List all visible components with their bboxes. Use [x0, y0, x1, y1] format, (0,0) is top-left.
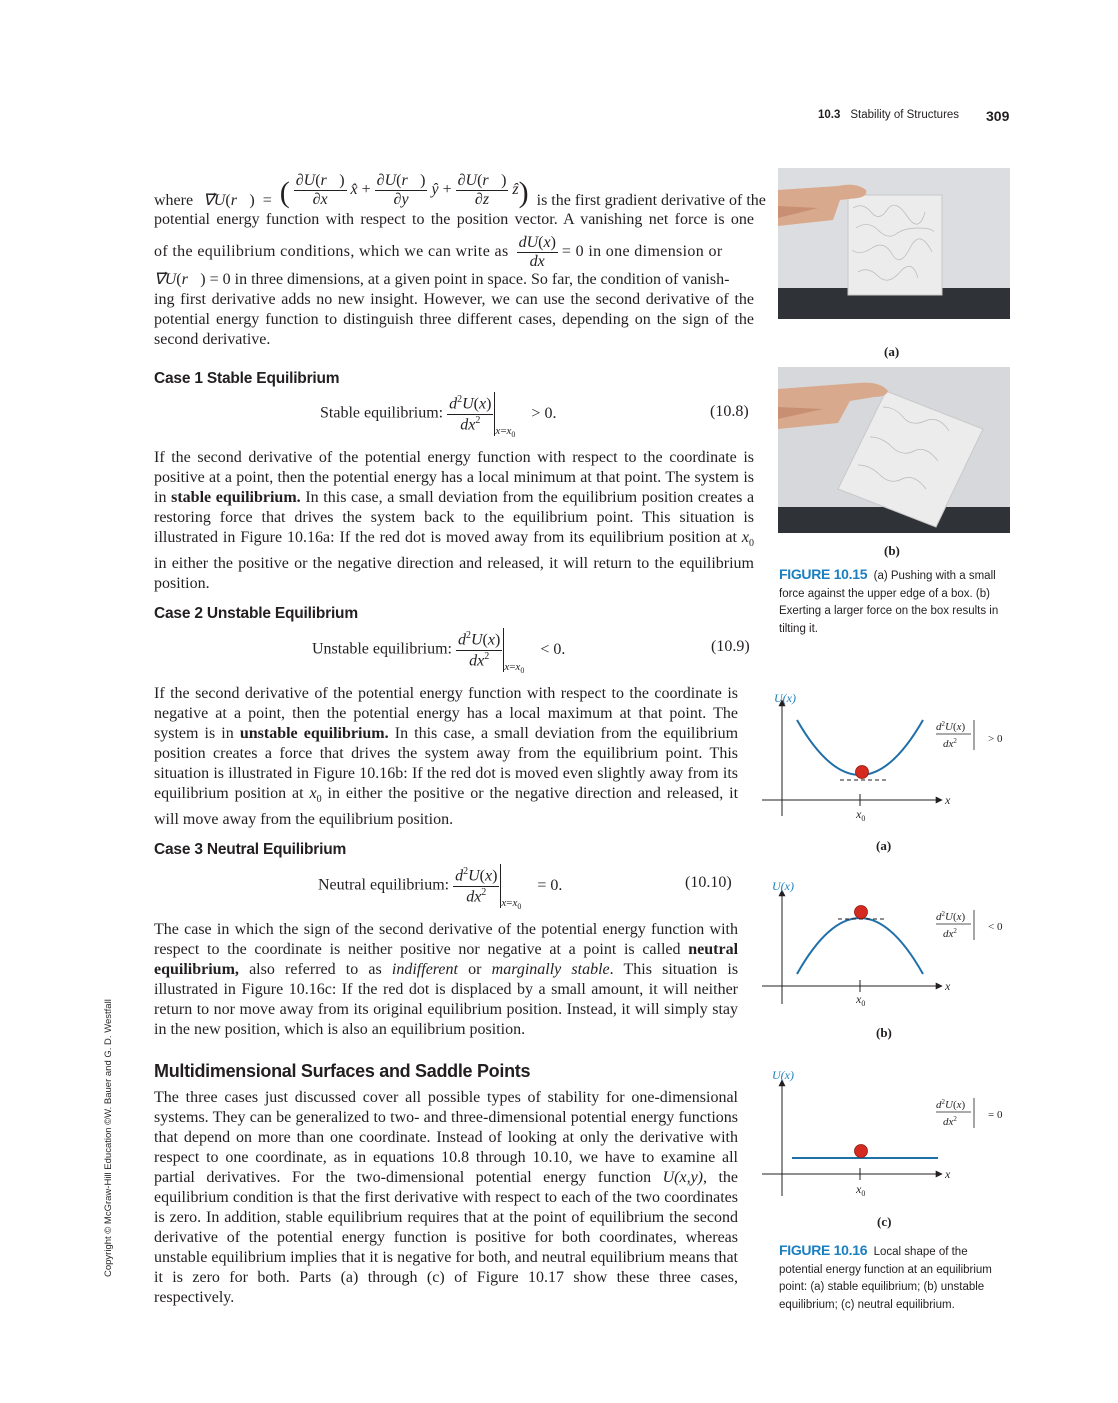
case3-italic-1: indifferent — [391, 961, 458, 978]
case1-bold-term: stable equilibrium. — [171, 489, 301, 506]
red-dot-equilibrium — [856, 766, 869, 779]
u-axis-label: U(x) — [772, 879, 794, 893]
section-number: 10.3 — [818, 109, 841, 121]
case3-relation: = 0. — [537, 876, 563, 894]
figure-10-15-label: FIGURE 10.15 — [779, 566, 868, 582]
photo-box-tilt-b — [778, 367, 1010, 533]
figure-10-15-caption-text: (a) Pushing with a small force against the upper edge of a box. (b) Exerting a larger force on the box results in tilting it. — [779, 570, 999, 635]
graph-unstable-equilibrium — [760, 876, 1020, 1016]
x0-label: $x_0$ — [856, 807, 866, 823]
intro-line-3-start: of the equilibrium conditions, which we can write as — [154, 243, 509, 261]
fig1015-label-b: (b) — [884, 543, 900, 558]
rel-a: > 0 — [988, 733, 1003, 745]
case2-eq-label: Unstable equilibrium: — [312, 640, 452, 658]
figure-10-16-caption-text: Local shape of the potential energy function at an equilibrium point: (a) stable equilibrium; (b) unstable equilibrium; (c) neutral equilibrium. — [779, 1246, 992, 1311]
rel-b: < 0 — [988, 921, 1003, 933]
case2-bold-term: unstable equilibrium. — [239, 725, 389, 742]
case3-heading: Case 3 Neutral Equilibrium — [154, 841, 347, 858]
case3-text-end: . This situation is illustrated in Figure 10.16c: If the red dot is displaced by a small amount, it will neither return to nor move away from its original equilibrium position. Instead, it will simply stay in the new position, which is also an equilibrium position. — [154, 961, 739, 1038]
intro-line-2 — [154, 210, 754, 230]
photo-box-push-a — [778, 168, 1010, 319]
x-axis-label: x — [945, 793, 951, 807]
case2-paragraph: If the second derivative of the potential energy function with respect to the coordinate is negative at a point, then the potential energy has a local maximum at that point. The system is in unstable equilibrium. In this case, a small deviation from the equilibrium position creates a force that drives the system away from the equilibrium point. This situation is illustrated in Figure 10.16b: If the red dot is moved even slightly away from its equilibrium position at $x_0$ in either the positive or the negative direction and released, it will move away from the equilibrium position. — [154, 685, 739, 829]
graph-neutral-equilibrium — [760, 1064, 1020, 1204]
case1-relation: > 0. — [531, 404, 557, 422]
intro-rest-text: ing first derivative adds no new insight. However, we can use the second derivative of the potential energy function to distinguish three different cases, depending on the sign of the second derivative. — [154, 291, 754, 348]
x0-label: $x_0$ — [856, 1182, 866, 1198]
case2-text-mid: In this case, a small deviation from the equilibrium position creates a force that drives the system away from the equilibrium point. This situation is illustrated in Figure 10.16b: If the red dot is moved even slightly away from its equilibrium position at — [154, 725, 739, 802]
rel-c: = 0 — [988, 1109, 1003, 1121]
svg-text:dx2: $dx^2$ — [943, 927, 957, 940]
case1-text-end: in either the positive or the negative direction and released, it will return to the equilibrium position. — [154, 555, 754, 593]
section-title: Stability of Structures — [850, 109, 960, 121]
copyright-notice: Copyright © McGraw-Hill Education ©W. Bauer and G. D. Westfall — [103, 999, 114, 1277]
fig1016-label-b: (b) — [876, 1025, 892, 1040]
page-number: 309 — [986, 108, 1010, 124]
red-dot-equilibrium — [855, 906, 868, 919]
running-header — [818, 109, 959, 121]
svg-text:d2U(x): $d^2U(x)$ — [936, 720, 966, 733]
case2-text-end: in either the positive or the negative direction and released, it will move away from the equilibrium position. — [154, 785, 739, 829]
equation-10-8: Stable equilibrium: $\frac{d^2U(x)}{dx^2}$ $_{x=x_0}$ > 0. — [320, 392, 556, 436]
intro-paragraph-rest — [154, 290, 754, 350]
u-axis-label: U(x) — [772, 1068, 794, 1082]
case1-paragraph: If the second derivative of the potential energy function with respect to the coordinate is positive at a point, then the potential energy has a local minimum at that point. The system is in stable equilibrium. In this case, a small deviation from the equilibrium position creates a restoring force that drives the system back to the equilibrium point. This situation is illustrated in Figure 10.16a: If the red dot is moved away from its equilibrium position at $x_0$ in either the positive or the negative direction and released, it will return to the equilibrium position. — [154, 449, 755, 593]
red-dot-equilibrium — [855, 1145, 868, 1158]
section-func: U(x,y) — [662, 1169, 704, 1186]
equation-10-9: Unstable equilibrium: $\frac{d^2U(x)}{dx^2}$ $_{x=x_0}$ < 0. — [312, 628, 565, 672]
svg-text:dx2: $dx^2$ — [943, 1115, 957, 1128]
case2-text-start: If the second derivative of the potential energy function with respect to the coordinate is negative at a point, then the potential energy has a local maximum at that point. The system is in — [154, 685, 738, 742]
intro-line-4: ∇⃗U(r⃗) = 0 in three dimensions, at a given point in space. So far, the condition of vanish- — [154, 271, 730, 288]
intro-line-4-text: = 0 in three dimensions, at a given point in space. So far, the condition of vanish- — [209, 271, 730, 288]
case1-text-start: If the second derivative of the potential energy function with respect to the coordinate is positive at a point, then the potential energy has a local minimum at that point. The system is in — [154, 449, 754, 506]
case1-heading: Case 1 Stable Equilibrium — [154, 370, 340, 387]
section-paragraph — [154, 1088, 738, 1308]
figure-10-15-caption — [779, 566, 1007, 638]
eq-number-10-10: (10.10) — [685, 874, 732, 891]
fig1016-label-a: (a) — [876, 838, 892, 853]
where-word: where — [154, 192, 194, 209]
u-axis-label: U(x) — [774, 691, 796, 705]
x-axis-label: x — [945, 979, 951, 993]
x-axis-label: x — [945, 1167, 951, 1181]
case1-eq-label: Stable equilibrium: — [320, 404, 444, 422]
case3-or: or — [468, 961, 482, 978]
svg-text:dx2: $dx^2$ — [943, 737, 957, 750]
eq-number-10-8: (10.8) — [710, 403, 749, 420]
section-heading: Multidimensional Surfaces and Saddle Points — [154, 1061, 531, 1081]
intro-line-2-text: potential energy function with respect to the position vector. A vanishing net force is one — [154, 211, 754, 228]
equation-10-10: Neutral equilibrium: $\frac{d^2U(x)}{dx^2}$ $_{x=x_0}$ = 0. — [318, 864, 562, 908]
case3-eq-label: Neutral equilibrium: — [318, 876, 450, 894]
figure-10-16-label: FIGURE 10.16 — [779, 1242, 868, 1258]
case2-heading: Case 2 Unstable Equilibrium — [154, 605, 358, 622]
section-text-end: , the equilibrium condition is that the first derivative with respect to each of the two coordinates is zero. In addition, stable equilibrium requires that at the point of equilibrium the second derivative of the potential energy function is positive for both coordinates, whereas unstable equilibrium implies that it is negative for both, and neutral equilibrium means that it is zero for both. Parts (a) through (c) of Figure 10.17 show these three cases, respectively. — [154, 1169, 739, 1306]
fig1015-label-a: (a) — [884, 344, 900, 359]
figure-10-16-caption — [779, 1242, 1007, 1314]
potential-curve-max — [797, 918, 923, 974]
case2-relation: < 0. — [540, 640, 566, 658]
fig1016-label-c: (c) — [877, 1214, 892, 1229]
case3-text-mid: also referred to as — [249, 961, 382, 978]
intro-line-3-end: = 0 in one dimension or — [561, 243, 723, 261]
intro-line-3: of the equilibrium conditions, which we can write as $\frac{dU(x)}{dx}$ = 0 in one dimension or — [154, 234, 723, 270]
svg-text:d2U(x): $d^2U(x)$ — [936, 1098, 966, 1111]
case3-text-start: The case in which the sign of the second derivative of the potential energy function with respect to the coordinate is neither positive nor negative at a point is called — [154, 921, 738, 958]
case3-paragraph — [154, 920, 738, 1040]
case1-text-mid: In this case, a small deviation from the equilibrium position creates a restoring force that drives the system back to the equilibrium point. This situation is illustrated in Figure 10.16a: If the red dot is moved away from its equilibrium position at — [154, 489, 755, 546]
gradient-tail-text: is the first gradient derivative of the — [536, 192, 766, 209]
x0-label: $x_0$ — [856, 992, 866, 1008]
svg-text:d2U(x): $d^2U(x)$ — [936, 910, 966, 923]
eq-number-10-9: (10.9) — [711, 638, 750, 655]
case3-bold-term: neutral equilibrium, — [154, 941, 739, 978]
section-text-start: The three cases just discussed cover all possible types of stability for one-dimensional systems. They can be generalized to two- and three-dimensional potential energy functions that depend on more than one coordinate. Instead of looking at only the derivative with respect to one coordinate, as in equations 10.8 through 10.10, we have to examine all partial derivatives. For the two-dimensional potential energy function — [154, 1089, 738, 1186]
gradient-definition: where ∇⃗U(r⃗) = ( $\frac{\partial U(r⃗)}{\partial x}$ x̂ + $\frac{\partial U(r⃗)}{\partial y}$ ŷ + $\frac{\partial U(r⃗)}{\partial z}$ ẑ) is the first gradient derivative of the — [154, 171, 766, 209]
case3-italic-2: marginally stable — [491, 961, 610, 978]
graph-stable-equilibrium — [760, 688, 1020, 828]
